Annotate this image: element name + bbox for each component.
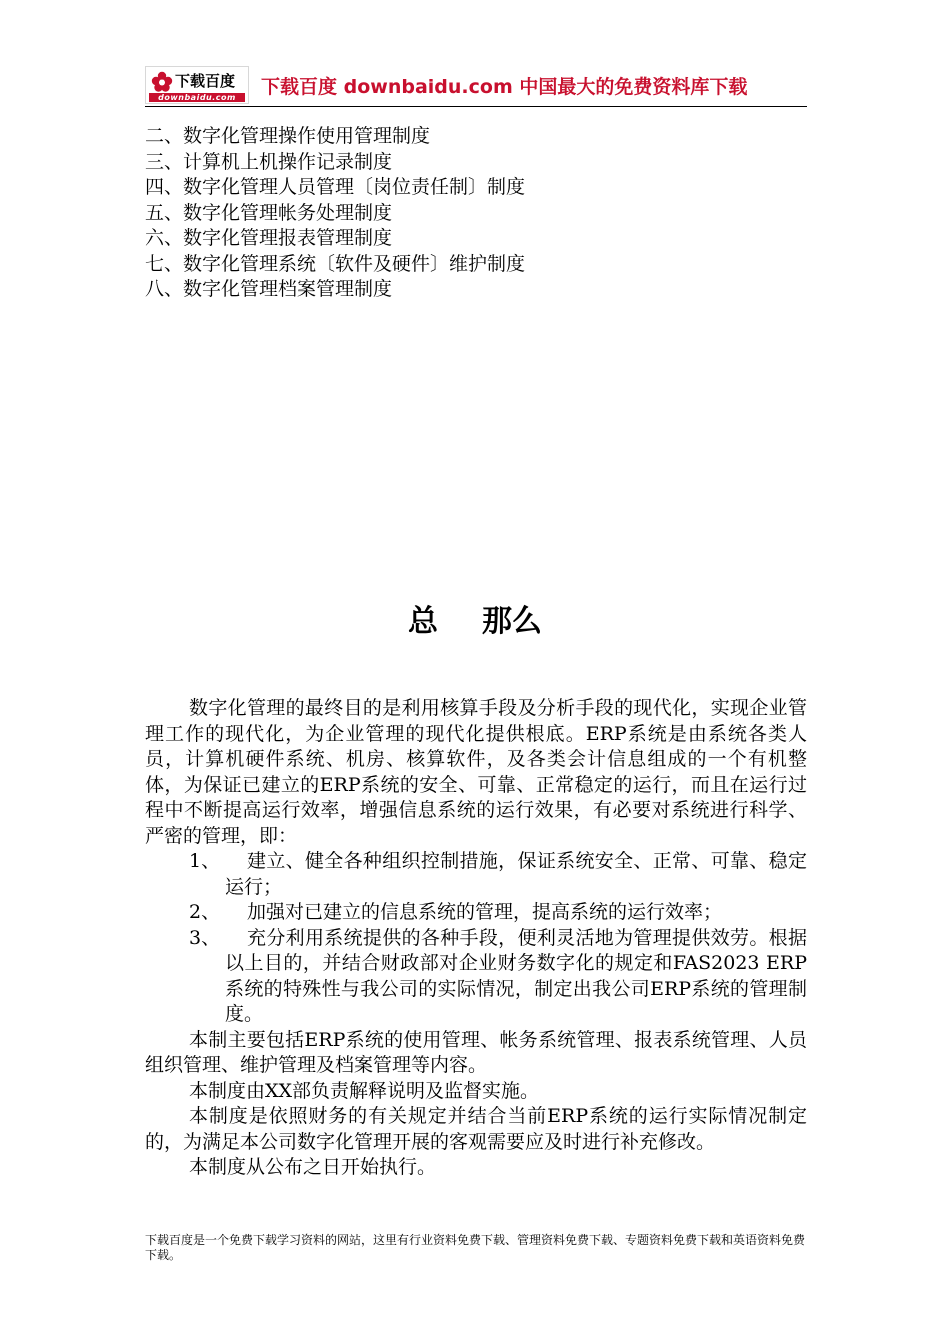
contents-list	[145, 124, 525, 303]
list-item	[145, 849, 807, 900]
effective-paragraph: 本制度从公布之日开始执行。	[189, 1156, 437, 1178]
item-number: 2、	[189, 901, 221, 923]
body-text	[145, 696, 807, 1181]
header-banner: 下载百度 downbaidu.com 中国最大的免费资料库下载	[261, 76, 748, 98]
scope-paragraph: 本制主要包括ERP系统的使用管理、帐务系统管理、报表系统管理、人员组织管理、维护管理及档案管理等内容。	[145, 1028, 807, 1076]
item-text: 建立、健全各种组织控制措施，保证系统安全、正常、可靠、稳定运行；	[225, 850, 807, 898]
logo-top	[149, 70, 245, 92]
list-item	[145, 900, 807, 926]
heading-part-1: 总	[408, 604, 438, 639]
contents-item: 六、数字化管理报表管理制度	[145, 227, 393, 249]
item-number: 1、	[189, 850, 221, 872]
site-logo[interactable]	[145, 66, 249, 104]
basis-paragraph: 本制度是依照财务的有关规定并结合当前ERP系统的运行实际情况制定的，为满足本公司数字化管理开展的客观需要应及时进行补充修改。	[145, 1105, 807, 1153]
flower-icon	[151, 71, 173, 93]
list-item	[145, 926, 807, 1028]
contents-item: 八、数字化管理档案管理制度	[145, 278, 393, 300]
intro-paragraph: 数字化管理的最终目的是利用核算手段及分析手段的现代化，实现企业管理工作的现代化，为企业管理的现代化提供根底。ERP系统是由系统各类人员，计算机硬件系统、机房、核算软件，及各类会计信息组成的一个有机整体，为保证已建立的ERP系统的安全、可靠、正常稳定的运行，而且在运行过程中不断提高运行效率，增强信息系统的运行效果，有必要对系统进行科学、严密的管理，即：	[145, 697, 807, 847]
item-number: 3、	[189, 926, 221, 949]
responsibility-paragraph: 本制度由XX部负责解释说明及监督实施。	[189, 1079, 540, 1102]
section-heading	[0, 600, 950, 644]
logo-domain: downbaidu.com	[149, 93, 245, 102]
contents-item: 三、计算机上机操作记录制度	[145, 150, 393, 173]
contents-item: 五、数字化管理帐务处理制度	[145, 201, 393, 224]
page-footer: 下载百度是一个免费下载学习资料的网站，这里有行业资料免费下载、管理资料免费下载、专题资料免费下载和英语资料免费下载。	[145, 1233, 806, 1262]
heading-part-2: 那么	[482, 604, 542, 639]
contents-item: 二、数字化管理操作使用管理制度	[145, 125, 431, 147]
item-text: 加强对已建立的信息系统的管理，提高系统的运行效率；	[247, 901, 723, 923]
header-divider	[145, 106, 807, 107]
contents-item: 四、数字化管理人员管理〔岗位责任制〕制度	[145, 176, 526, 198]
item-text: 充分利用系统提供的各种手段，便利灵活地为管理提供效劳。根据以上目的，并结合财政部对企业财务数字化的规定和FAS2023 ERP系统的特殊性与我公司的实际情况，制定出我公司ERP系统的管理制度。	[225, 926, 807, 1025]
contents-item: 七、数字化管理系统〔软件及硬件〕维护制度	[145, 252, 526, 275]
page-header	[145, 66, 807, 106]
logo-text: 下载百度	[175, 72, 236, 90]
